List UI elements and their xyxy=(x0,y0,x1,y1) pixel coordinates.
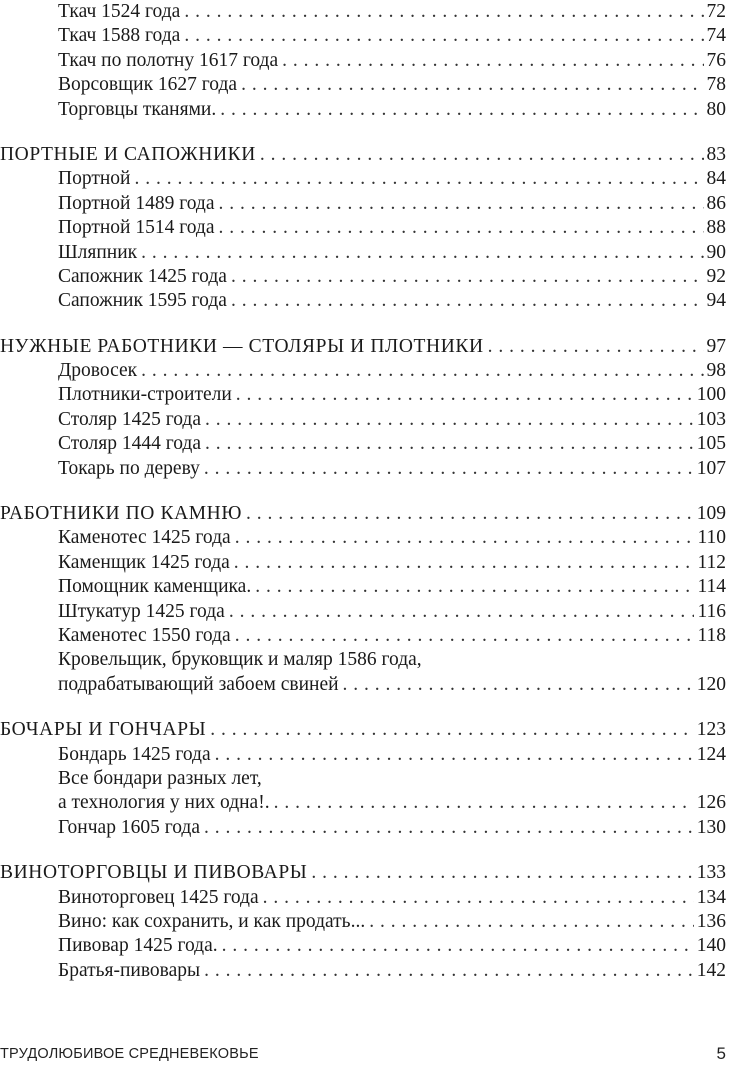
dot-leader xyxy=(184,0,703,24)
dot-leader xyxy=(141,241,703,265)
toc-entry[interactable] xyxy=(0,457,726,481)
toc-entry-title: подрабатывающий забоем свиней xyxy=(58,673,339,695)
dot-leader xyxy=(229,600,695,624)
toc-page-number: 88 xyxy=(706,217,726,239)
toc-entry-title: Каменотес 1550 года xyxy=(58,624,231,646)
toc-page-number: 142 xyxy=(696,959,726,981)
toc-entry[interactable] xyxy=(0,600,726,624)
dot-leader xyxy=(134,167,703,191)
dot-leader xyxy=(219,216,704,240)
toc-entry-title: Плотники-строители xyxy=(58,384,232,406)
toc-page-number: 74 xyxy=(706,25,726,47)
dot-leader xyxy=(205,432,694,456)
toc-entry-title: Столяр 1444 года xyxy=(58,433,201,455)
dot-leader xyxy=(260,143,704,167)
toc-section-title: БОЧАРЫ И ГОНЧАРЫ xyxy=(0,719,207,741)
dot-leader xyxy=(231,289,704,313)
dot-leader xyxy=(343,673,694,697)
toc-entry-title: Дровосек xyxy=(58,360,138,382)
toc-section[interactable] xyxy=(0,335,726,359)
dot-leader xyxy=(246,502,694,526)
toc-entry-title: Ткач по полотну 1617 года xyxy=(58,49,279,71)
toc-page-number: 105 xyxy=(696,433,726,455)
toc-entry-title: Столяр 1425 года xyxy=(58,408,201,430)
toc-page-number: 136 xyxy=(696,910,726,932)
toc-entry-title: Торговцы тканями. xyxy=(58,98,217,120)
toc-entry-title: а технология у них одна!. xyxy=(58,792,270,814)
toc-section[interactable] xyxy=(0,143,726,167)
toc-page-number: 72 xyxy=(706,1,726,22)
toc-entry[interactable] xyxy=(0,886,726,910)
toc-entry-title: Сапожник 1425 года xyxy=(58,265,227,287)
toc-page-number: 130 xyxy=(696,816,726,838)
dot-leader xyxy=(205,408,694,432)
toc-entry[interactable] xyxy=(0,49,726,73)
running-head: ТРУДОЛЮБИВОЕ СРЕДНЕВЕКОВЬЕ xyxy=(0,1046,259,1062)
toc-page-number: 116 xyxy=(697,600,726,622)
toc-entry-line xyxy=(0,648,726,672)
toc-page-number: 112 xyxy=(697,551,726,573)
toc-entry-title: Портной xyxy=(58,168,131,190)
toc-entry-title: Вино: как сохранить, и как продать... xyxy=(58,910,366,932)
dot-leader xyxy=(236,383,694,407)
dot-leader xyxy=(369,910,694,934)
dot-leader xyxy=(204,457,694,481)
toc-entry-title: Пивовар 1425 года. xyxy=(58,935,218,957)
dot-leader xyxy=(235,624,695,648)
toc-section-title: ВИНОТОРГОВЦЫ И ПИВОВАРЫ xyxy=(0,862,308,884)
toc-entry[interactable] xyxy=(0,816,726,840)
toc-page-number: 120 xyxy=(696,673,726,695)
dot-leader xyxy=(222,934,694,958)
toc-page-number: 123 xyxy=(696,719,726,741)
toc-entry[interactable] xyxy=(0,167,726,191)
toc-section-title: НУЖНЫЕ РАБОТНИКИ — СТОЛЯРЫ И ПЛОТНИКИ xyxy=(0,335,484,357)
dot-leader xyxy=(204,959,694,983)
dot-leader xyxy=(231,265,704,289)
toc-entry[interactable] xyxy=(0,98,726,122)
toc-entry[interactable] xyxy=(0,265,726,289)
toc-entry-title-part: Все бондари разных лет, xyxy=(58,767,262,789)
toc-entry-title: Сапожник 1595 года xyxy=(58,290,227,312)
toc-entry[interactable] xyxy=(0,743,726,767)
dot-leader xyxy=(311,861,693,885)
dot-leader xyxy=(215,743,694,767)
toc-entry[interactable] xyxy=(0,526,726,550)
toc-entry-title: Гончар 1605 года xyxy=(58,816,200,838)
toc-entry[interactable] xyxy=(0,359,726,383)
toc-entry[interactable] xyxy=(0,216,726,240)
toc-page-number: 107 xyxy=(696,457,726,479)
toc-entry-title: Помощник каменщика. xyxy=(58,576,252,598)
toc-page-number: 84 xyxy=(706,168,726,190)
toc-entry[interactable] xyxy=(0,791,726,815)
toc-page-number: 118 xyxy=(697,624,726,646)
dot-leader xyxy=(241,73,703,97)
toc-entry[interactable] xyxy=(0,0,726,24)
toc-entry[interactable] xyxy=(0,959,726,983)
toc-page-number: 109 xyxy=(696,503,726,525)
dot-leader xyxy=(263,886,694,910)
toc-section-title: ПОРТНЫЕ И САПОЖНИКИ xyxy=(0,143,256,165)
dot-leader xyxy=(219,192,704,216)
toc-page-number: 94 xyxy=(706,290,726,312)
dot-leader xyxy=(204,816,694,840)
toc-page-number: 86 xyxy=(706,192,726,214)
toc-entry[interactable] xyxy=(0,432,726,456)
dot-leader xyxy=(282,49,703,73)
toc-entry-title: Портной 1514 года xyxy=(58,217,215,239)
toc-entry-title: Ткач 1524 года xyxy=(58,1,181,22)
toc-section[interactable] xyxy=(0,718,726,742)
toc-entry[interactable] xyxy=(0,551,726,575)
toc-page-number: 83 xyxy=(706,143,726,165)
toc-page-number: 100 xyxy=(696,384,726,406)
toc-entry-title: Ворсовщик 1627 года xyxy=(58,74,238,96)
toc-entry[interactable] xyxy=(0,575,726,599)
dot-leader xyxy=(235,526,695,550)
toc-entry[interactable] xyxy=(0,673,726,697)
toc-page-number: 140 xyxy=(696,935,726,957)
toc-page-number: 134 xyxy=(696,886,726,908)
toc-entry[interactable] xyxy=(0,24,726,48)
toc-page-number: 110 xyxy=(697,527,726,549)
dot-leader xyxy=(255,575,694,599)
toc-page-number: 80 xyxy=(706,98,726,120)
toc-entry[interactable] xyxy=(0,192,726,216)
toc-entry-title: Каменотес 1425 года xyxy=(58,527,231,549)
toc-page-number: 90 xyxy=(706,241,726,263)
dot-leader xyxy=(220,98,703,122)
toc-page-number: 103 xyxy=(696,408,726,430)
toc-entry-title: Братья-пивовары xyxy=(58,959,201,981)
toc-entry-title: Портной 1489 года xyxy=(58,192,215,214)
toc-entry[interactable] xyxy=(0,934,726,958)
dot-leader xyxy=(184,24,703,48)
toc-entry-title: Виноторговец 1425 года xyxy=(58,886,259,908)
dot-leader xyxy=(234,551,695,575)
toc-entry[interactable] xyxy=(0,910,726,934)
page-footer xyxy=(0,1044,726,1066)
dot-leader xyxy=(488,335,704,359)
toc-section[interactable] xyxy=(0,502,726,526)
toc-entry[interactable] xyxy=(0,241,726,265)
toc-section[interactable] xyxy=(0,861,726,885)
toc-entry[interactable] xyxy=(0,289,726,313)
toc-page-number: 126 xyxy=(696,792,726,814)
toc-page-number: 133 xyxy=(696,862,726,884)
toc-entry[interactable] xyxy=(0,73,726,97)
toc-section-title: РАБОТНИКИ ПО КАМНЮ xyxy=(0,503,243,525)
toc-page-number: 98 xyxy=(706,360,726,382)
page-number: 5 xyxy=(716,1044,726,1063)
toc-entry-title: Шляпник xyxy=(58,241,138,263)
toc-page-number: 78 xyxy=(706,74,726,96)
dot-leader xyxy=(141,359,703,383)
toc-page-number: 97 xyxy=(706,335,726,357)
toc-page-number: 114 xyxy=(697,576,726,598)
dot-leader xyxy=(210,718,693,742)
toc-entry[interactable] xyxy=(0,383,726,407)
toc-entry-title: Каменщик 1425 года xyxy=(58,551,230,573)
toc-entry-title: Штукатур 1425 года xyxy=(58,600,225,622)
toc-entry-title: Бондарь 1425 года xyxy=(58,743,211,765)
toc-entry[interactable] xyxy=(0,408,726,432)
toc-page-number: 76 xyxy=(706,49,726,71)
toc-page-number: 124 xyxy=(696,743,726,765)
toc-entry-title-part: Кровельщик, бруковщик и маляр 1586 года, xyxy=(58,649,422,671)
toc-entry-title: Ткач 1588 года xyxy=(58,25,181,47)
dot-leader xyxy=(274,791,694,815)
toc-entry[interactable] xyxy=(0,624,726,648)
toc-page-number: 92 xyxy=(706,265,726,287)
toc-entry-line xyxy=(0,767,726,791)
toc-entry-title: Токарь по дереву xyxy=(58,457,200,479)
